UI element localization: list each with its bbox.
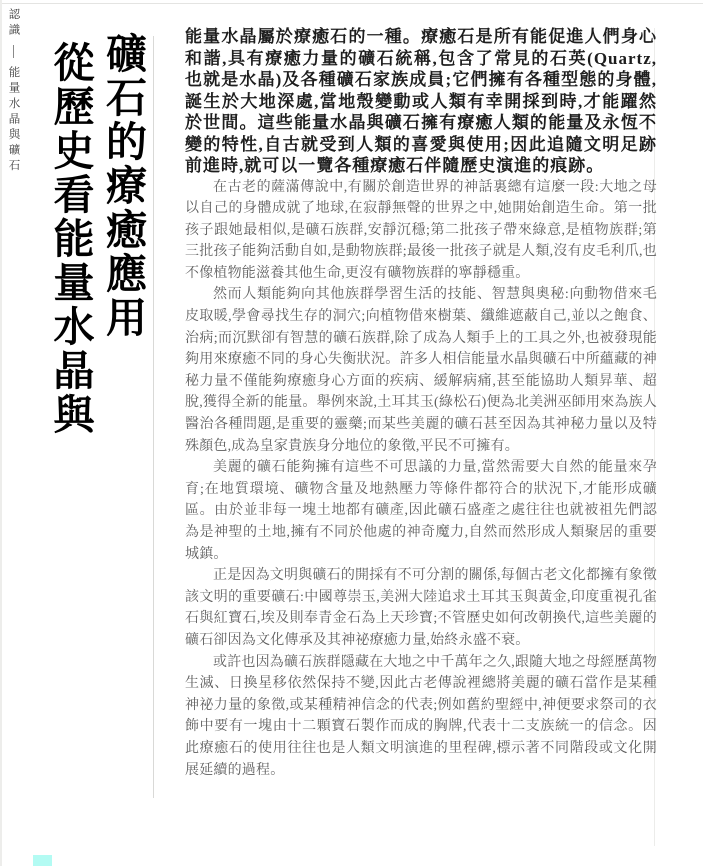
page-left-edge xyxy=(0,0,2,866)
body-paragraph: 在古老的薩滿傳說中,有關於創造世界的神話裏總有這麼一段:大地之母以自己的身體成就了地球,在寂靜無聲的世界之中,她開始創造生命。第一批孩子跟她最相似,是礦石族群,安靜沉穩;第二批孩子帶來綠意,是植物族群;第三批孩子能夠活動自如,是動物族群;最後一批孩子就是人類,沒有皮毛利爪,也不像植物能滋養其他生命,更沒有礦物族群的寧靜穩重。 xyxy=(185,179,657,281)
title-body-divider xyxy=(153,36,154,798)
body-paragraph: 然而人類能夠向其他族群學習生活的技能、智慧與奧秘:向動物借來毛皮取暖,學會尋找生存的洞穴;向植物借來樹葉、纖維遮蔽自己,並以之飽食、治病;而沉默卻有智慧的礦石族群,除了成為人類手上的工具之外,也被發現能夠用來療癒不同的身心失衡狀況。許多人相信能量水晶與礦石中所蘊藏的神秘力量不僅能夠療癒身心方面的疾病、緩解病痛,甚至能協助人類昇華、超脫,獲得全新的能量。舉例來說,土耳其玉(綠松石)便為北美洲巫師用來為族人醫治各種問題,是重要的靈藥;而某些美麗的礦石甚至因為其神秘力量以及特殊顏色,成為皇家貴族身分地位的象徵,平民不可擁有。 xyxy=(185,287,657,454)
title-column-left: 從歷史看能量水晶與 xyxy=(47,41,94,437)
page-top-rule xyxy=(0,3,703,4)
lead-paragraph: 能量水晶屬於療癒石的一種。療癒石是所有能促進人們身心和諧,具有療癒力量的礦石統稱,包含了常見的石英(Quartz,也就是水晶)及各種礦石家族成員;它們擁有各種型態的身體,誕生於大地深處,當地殼變動或人類有幸開採到時,才能躍然於世間。這些能量水晶與礦石擁有療癒人類的能量及永恆不變的特性,自古就受到人類的喜愛與使用;因此追隨文明足跡前進時,就可以一覽各種療癒石伴隨歷史演進的痕跡。 xyxy=(185,27,657,175)
body-paragraph: 美麗的礦石能夠擁有這些不可思議的力量,當然需要大自然的能量來孕育;在地質環境、礦物含量及地熱壓力等條件都符合的狀況下,才能形成礦區。由於並非每一塊土地都有礦產,因此礦石盛產之處往往也就被祖先們認為是神聖的土地,擁有不同於他處的神奇魔力,自然而然形成人類聚居的重要城鎮。 xyxy=(185,460,657,562)
body-text-column xyxy=(185,26,657,781)
page-title xyxy=(44,32,149,437)
corner-accent-swatch xyxy=(33,855,52,866)
body-paragraph: 或許也因為礦石族群隱藏在大地之中千萬年之久,跟隨大地之母經歷萬物生滅、日換星移依然保持不變,因此古老傳說裡總將美麗的礦石當作是某種神祕力量的象徵,或某種精神信念的代表;例如舊約聖經中,神便要求祭司的衣飾中要有一塊由十二顆寶石製作而成的胸牌,代表十二支族統一的信念。因此療癒石的使用往往也是人類文明演進的里程碑,標示著不同階段或文化開展延續的過程。 xyxy=(185,654,657,778)
body-paragraph: 正是因為文明與礦石的開採有不可分割的關係,每個古老文化都擁有象徵該文明的重要礦石:中國尊崇玉,美洲大陸追求土耳其玉與黃金,印度重視孔雀石與紅寶石,埃及則奉青金石為上天珍寶;不管歷史如何改朝換代,這些美麗的礦石卻因為文化傳承及其神祕療癒力量,始終永盛不衰。 xyxy=(185,568,657,648)
chapter-tab xyxy=(7,8,19,178)
title-column-right: 礦石的療癒應用 xyxy=(99,32,146,340)
chapter-label: 認識 xyxy=(7,8,20,39)
sidebar-divider-line xyxy=(13,45,14,58)
section-label: 能量水晶與礦石 xyxy=(7,66,20,175)
